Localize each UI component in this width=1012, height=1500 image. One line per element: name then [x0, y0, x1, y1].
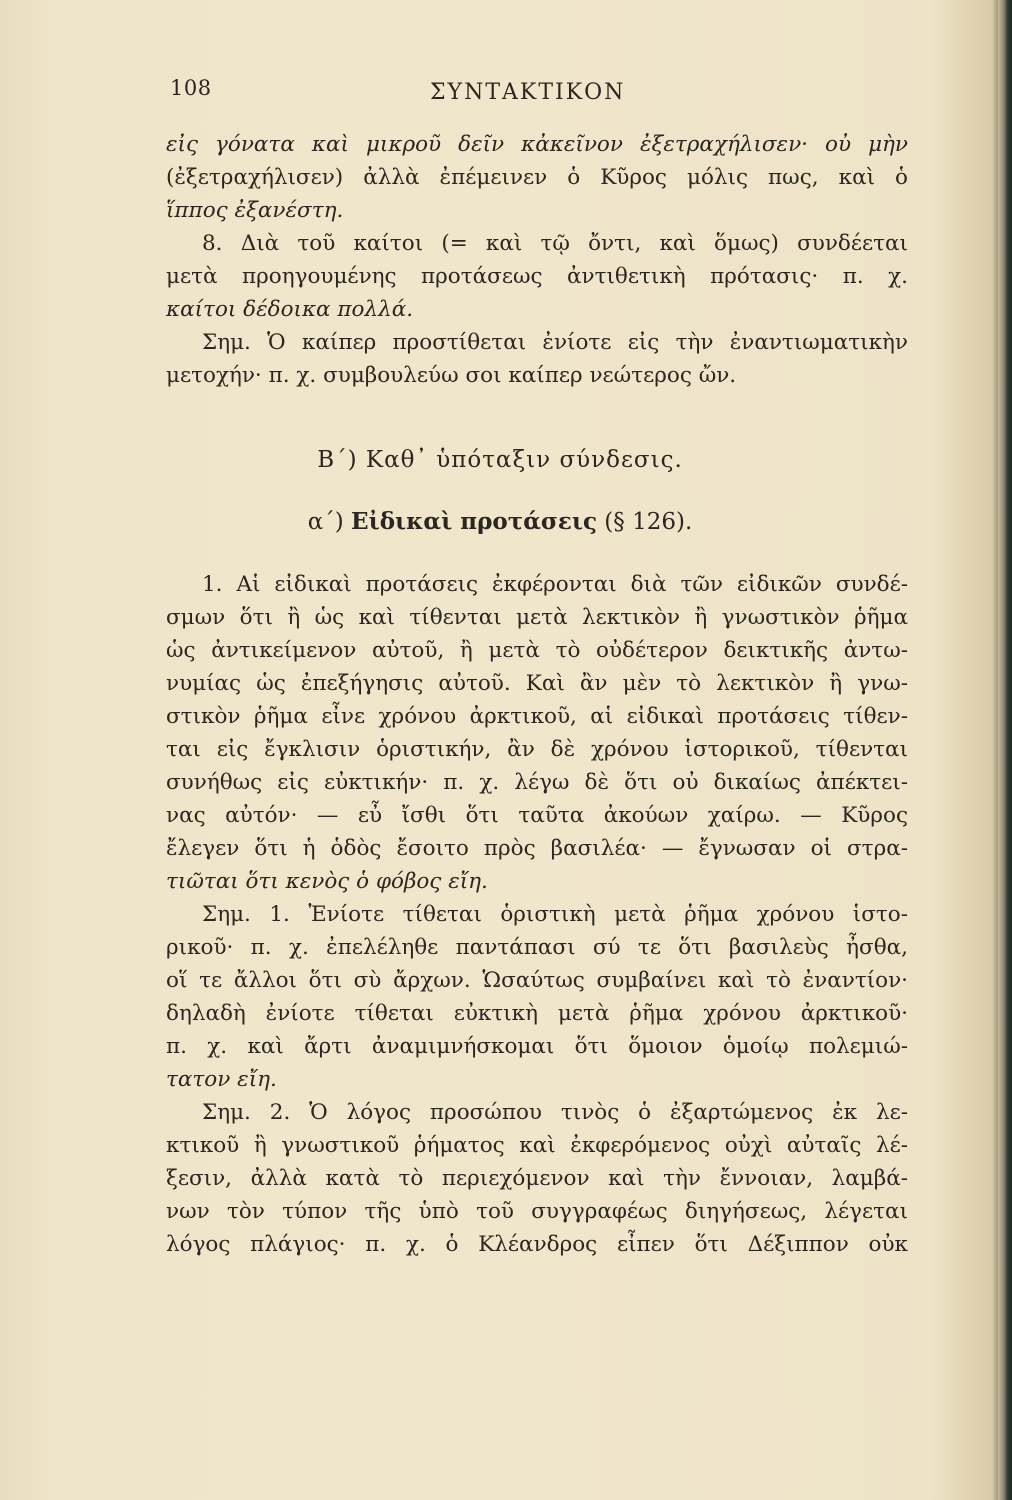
- text-line: δηλαδὴ ἐνίοτε τίθεται εὐκτικὴ μετὰ ῥῆμα χρόνου ἀρκτικοῦ·: [166, 1001, 908, 1026]
- page-edge-shadow: [998, 0, 1012, 1500]
- text-line: μετοχήν· π. χ. συμβουλεύω σοι καίπερ νεώτερος ὤν.: [166, 363, 737, 388]
- text-line: εἰς γόνατα καὶ μικροῦ δεῖν κἀκεῖνον ἐξετραχήλισεν· οὐ μὴν: [166, 132, 908, 157]
- text-line: Σημ. Ὁ καίπερ προστίθεται ἐνίοτε εἰς τὴν ἐναντιωματικὴν: [202, 330, 908, 355]
- text-block-2: [166, 568, 908, 1261]
- text-line: κτικοῦ ἢ γνωστικοῦ ῥήματος καὶ ἐκφερόμενος οὐχὶ αὐταῖς λέ-: [166, 1133, 908, 1158]
- text-line: Σημ. 1. Ἐνίοτε τίθεται ὁριστικὴ μετὰ ῥῆμα χρόνου ἱστο-: [202, 902, 908, 927]
- page-header: [0, 76, 1000, 110]
- text-block-1: [166, 128, 908, 392]
- heading-a-prefix: α΄): [307, 509, 352, 535]
- text-line: π. χ. καὶ ἄρτι ἀναμιμνήσκομαι ὅτι ὅμοιον ὁμοίῳ πολεμιώ-: [166, 1034, 908, 1059]
- page-number: 108: [170, 76, 212, 100]
- text-line: ται εἰς ἔγκλισιν ὁριστικήν, ἂν δὲ χρόνου ἱστορικοῦ, τίθενται: [166, 737, 908, 762]
- heading-a-title: Εἰδικαὶ προτάσεις: [351, 508, 597, 535]
- text-line: ρικοῦ· π. χ. ἐπελέληθε παντάπασι σύ τε ὅτι βασιλεὺς ἦσθα,: [166, 935, 908, 960]
- text-line: 1. Αἱ εἰδικαὶ προτάσεις ἐκφέρονται διὰ τῶν εἰδικῶν συνδέ-: [202, 572, 908, 597]
- text-line: 8. Διὰ τοῦ καίτοι (= καὶ τῷ ὄντι, καὶ ὅμως) συνδέεται: [202, 231, 908, 256]
- heading-a-suffix: (§ 126).: [596, 509, 693, 535]
- text-line: νων τὸν τύπον τῆς ὑπὸ τοῦ συγγραφέως διηγήσεως, λέγεται: [166, 1199, 908, 1224]
- text-line: νας αὐτόν· — εὖ ἴσθι ὅτι ταῦτα ἀκούων χαίρω. — Κῦρος: [166, 803, 908, 828]
- text-line: ὡς ἀντικείμενον αὐτοῦ, ἢ μετὰ τὸ οὐδέτερον δεικτικῆς ἀντω-: [166, 638, 908, 663]
- text-line: καίτοι δέδοικα πολλά.: [166, 297, 414, 322]
- text-line: στικὸν ῥῆμα εἶνε χρόνου ἀρκτικοῦ, αἱ εἰδικαὶ προτάσεις τίθεν-: [166, 704, 908, 729]
- text-line: λόγος πλάγιος· π. χ. ὁ Κλέανδρος εἶπεν ὅτι Δέξιππον οὐκ: [166, 1232, 908, 1257]
- text-line: ἔλεγεν ὅτι ἡ ὁδὸς ἔσοιτο πρὸς βασιλέα· — ἔγνωσαν οἱ στρα-: [166, 836, 908, 861]
- text-line: οἵ τε ἄλλοι ὅτι σὺ ἄρχων. Ὡσαύτως συμβαίνει καὶ τὸ ἐναντίον·: [166, 968, 908, 993]
- text-line: σμων ὅτι ἢ ὡς καὶ τίθενται μετὰ λεκτικὸν ἢ γνωστικὸν ῥῆμα: [166, 605, 908, 630]
- text-line: τιῶται ὅτι κενὸς ὁ φόβος εἴη.: [166, 869, 488, 894]
- text-line: ξεσιν, ἀλλὰ κατὰ τὸ περιεχόμενον καὶ τὴν ἔννοιαν, λαμβά-: [166, 1166, 908, 1191]
- text-line: ἵππος ἐξανέστη.: [166, 198, 344, 223]
- section-heading-a: [0, 508, 1000, 535]
- text-line: συνήθως εἰς εὐκτικήν· π. χ. λέγω δὲ ὅτι οὐ δικαίως ἀπέκτει-: [166, 770, 908, 795]
- text-line: μετὰ προηγουμένης προτάσεως ἀντιθετικὴ πρότασις· π. χ.: [166, 264, 908, 289]
- text-line: (ἐξετραχήλισεν) ἀλλὰ ἐπέμεινεν ὁ Κῦρος μόλις πως, καὶ ὁ: [166, 165, 908, 190]
- text-line: τατον εἴη.: [166, 1067, 277, 1092]
- running-title: ΣΥΝΤΑΚΤΙΚΟΝ: [430, 80, 626, 105]
- section-heading-b: Β΄) Καθ᾽ ὑπόταξιν σύνδεσις.: [317, 447, 683, 473]
- text-line: νυμίας ὡς ἐπεξήγησις αὐτοῦ. Καὶ ἂν μὲν τὸ λεκτικὸν ἢ γνω-: [166, 671, 908, 696]
- text-line: Σημ. 2. Ὁ λόγος προσώπου τινὸς ὁ ἐξαρτώμενος ἐκ λε-: [202, 1100, 908, 1125]
